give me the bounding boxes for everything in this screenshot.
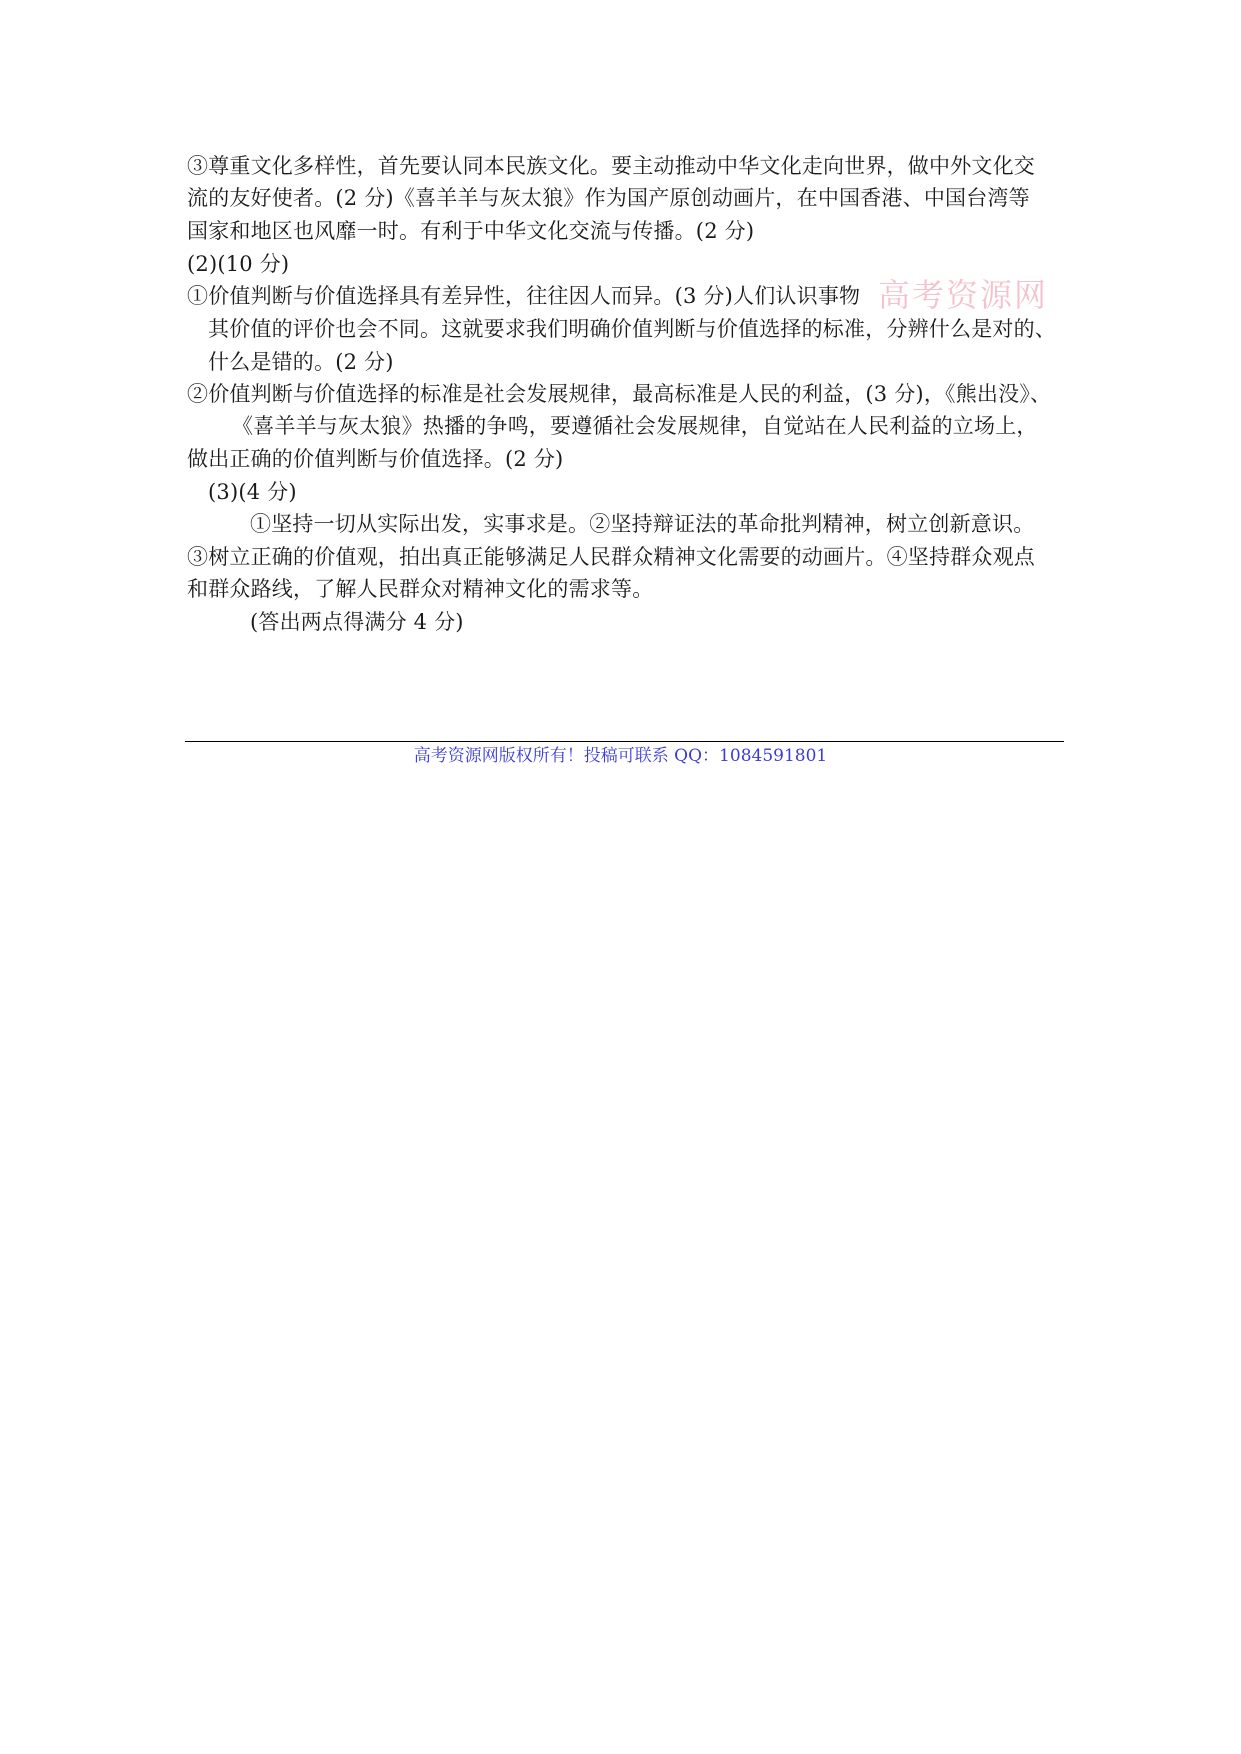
section-3-heading: (3)(4 分): [208, 480, 297, 504]
watermark-logo: 高考资源网: [878, 276, 1049, 314]
answer-line-12: ①坚持一切从实际出发，实事求是。②坚持辩证法的革命批判精神，树立创新意识。: [250, 512, 1035, 536]
answer-line-13: ③树立正确的价值观，拍出真正能够满足人民群众精神文化需要的动画片。④坚持群众观点: [187, 545, 1035, 569]
footer-copyright: 高考资源网版权所有！投稿可联系 QQ：1084591801: [413, 746, 828, 766]
answer-line-3: 国家和地区也风靡一时。有利于中华文化交流与传播。(2 分): [187, 219, 755, 243]
footer-divider: [185, 741, 1064, 742]
answer-line-9: 《喜羊羊与灰太狼》热播的争鸣，要遵循社会发展规律，自觉站在人民利益的立场上，: [232, 414, 1038, 438]
answer-line-5: ①价值判断与价值选择具有差异性，往往因人而异。(3 分)人们认识事物: [187, 284, 861, 308]
answer-line-14: 和群众路线，了解人民群众对精神文化的需求等。: [187, 577, 654, 601]
answer-line-2: 流的友好使者。(2 分)《喜羊羊与灰太狼》作为国产原创动画片，在中国香港、中国台湾等: [187, 186, 1030, 210]
answer-line-6: 其价值的评价也会不同。这就要求我们明确价值判断与价值选择的标准，分辨什么是对的、: [208, 317, 1056, 341]
answer-line-7: 什么是错的。(2 分): [208, 350, 394, 374]
answer-line-1: ③尊重文化多样性，首先要认同本民族文化。要主动推动中华文化走向世界，做中外文化交: [187, 154, 1035, 178]
answer-line-10: 做出正确的价值判断与价值选择。(2 分): [187, 447, 564, 471]
scoring-note: (答出两点得满分 4 分): [250, 610, 464, 634]
section-2-heading: (2)(10 分): [187, 252, 290, 276]
answer-line-8: ②价值判断与价值选择的标准是社会发展规律，最高标准是人民的利益，(3 分)，《熊出没》、: [187, 382, 1052, 406]
